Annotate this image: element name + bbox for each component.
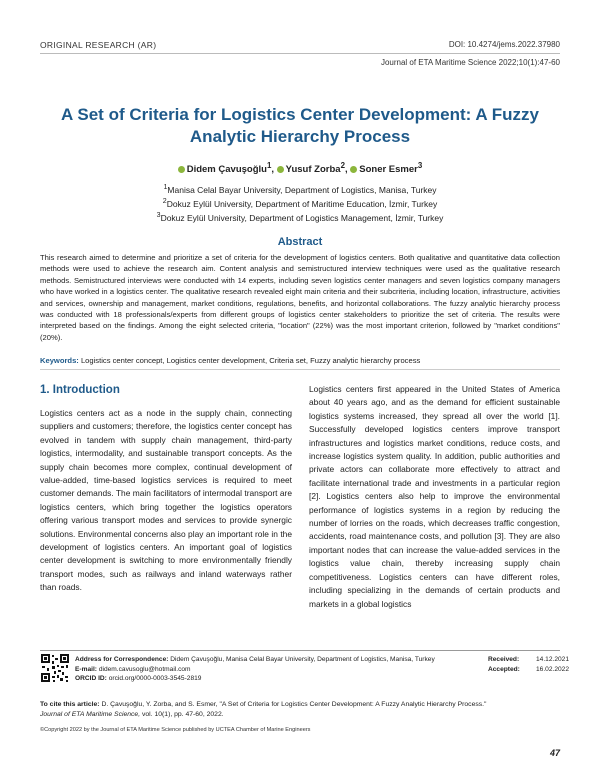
orcid-link[interactable]: orcid.org/0000-0003-3545-2819 (108, 675, 202, 682)
affiliation: $^2$Dokuz Eylül University, Department of Maritime Education, İzmir, Turkey (162, 197, 438, 209)
keywords: Keywords: Logistics center concept, Logistics center development, Criteria set, Fuzzy analytic hierarchy process (40, 356, 421, 365)
correspondence: Address for Correspondence: Didem Çavuşoğlu, Manisa Celal Bayar University, Department of Logistics, Manisa, Turkey E-mail: didem.cavusoglu@hotmail.com ORCID ID: orcid.org/0000-0003-3545-2819 (75, 656, 435, 682)
orcid-icon[interactable] (277, 166, 284, 173)
author[interactable]: Yusuf Zorba$^2$, (277, 164, 351, 175)
section-heading: 1. Introduction (40, 384, 120, 396)
page-number: 47 (549, 748, 560, 758)
email-link[interactable]: didem.cavusoglu@hotmail.com (98, 665, 191, 673)
abstract-heading: Abstract (277, 236, 323, 248)
orcid-icon[interactable] (178, 166, 185, 173)
citation: To cite this article: D. Çavuşoğlu, Y. Zorba, and S. Esmer, "A Set of Criteria for Logistics Center Development: A Fuzzy Analytic Hierarchy Process." Journal of ETA Maritime Science, vol. 10(1), pp. 47-60, 2022. (40, 701, 487, 718)
affiliation: $^1$Manisa Celal Bayar University, Department of Logistics, Manisa, Turkey (163, 183, 437, 195)
body-column-left: Logistics centers act as a node in the supply chain, connecting suppliers and customers; therefore, the logistics center concept has evolved in tandem with supply chain management, third-party logistics, intermodality, and sustainable transport concepts. As the supply chain becomes more complex, continual development of value-added, time-based logistics services is required to meet customer demands. The main facilitators of intermodal transport are logistics centers, which bring together the logistics operators offering various transport modes and services to provide synergic solutions. Environmental concerns also play an important role in the development of logistics centers. An important goal of logistics center development is switching to more environmentally friendly transport modes, such as railways and inland waterways rather than roads. (40, 408, 292, 593)
author-list (40, 161, 560, 175)
article-title: A Set of Criteria for Logistics Center Development: A Fuzzy Analytic Hierarchy Process (61, 105, 539, 146)
body-column-right: Logistics centers first appeared in the United States of America about 40 years ago, and as the demand for efficient sustainable logistics systems increased, they spread all over the world [1]. Successfully developed logistics centers improve transport infrastructures and logistics market conditions, reduce costs, and increase logistics system quality. In addition, public authorities and private actors can collaborate more effectively to attract and facilitate international trade and investments in a particular region [2]. Logistics centers also help to improve the environmental performance of logistics systems in a region by reducing the number of lorries on the roads, which decreases traffic congestion, accidents, road maintenance costs, and pollution [3]. They are also important nodes that can increase the value-added services in the logistics value chain, thereby increasing supply chain competitiveness. Logistics centers can have different roles, including specializing in the demands of certain products and markets in a global logistics (309, 384, 560, 609)
orcid-icon[interactable] (350, 166, 357, 173)
author[interactable]: Soner Esmer$^3$ (350, 164, 422, 175)
footer-divider (40, 650, 560, 651)
header-divider (40, 53, 560, 54)
qr-code-icon[interactable] (40, 653, 70, 683)
doi[interactable]: DOI: 10.4274/jems.2022.37980 (448, 40, 560, 49)
abstract-text: This research aimed to determine and prioritize a set of criteria for the development of logistics centers. Both qualitative and quantitative data collection methods were used to achieve the research aim. Content analysis and semistructured interview techniques were used as the qualitative research methods. Semistructured interviews were conducted with 14 experts, including seven logistics center managers and seven logistics company managers who have worked in a logistics center. The qualitative research revealed eight main criteria and their subcriteria, including location, infrastructure, activities and services, ownership and management, market conditions, regulations, benefits, and horizontal collaborations. The fuzzy analytic hierarchy process was conducted with 18 professionals/experts from different groups of logistics center stakeholders to prioritize the set of criteria. The results were interpreted based on the findings. Among the eight selected criteria, "location" (22%) was the most important criterion, followed by "market conditions" (20%). (40, 253, 560, 342)
article-dates: Received: 14.12.2021 Accepted: 16.02.2022 (488, 656, 570, 673)
journal-citation: Journal of ETA Maritime Science 2022;10(1):47-60 (380, 58, 560, 67)
keywords-divider (40, 369, 560, 370)
section-label: ORIGINAL RESEARCH (AR) (40, 40, 157, 50)
affiliation: $^3$Dokuz Eylül University, Department of Logistics Management, İzmir, Turkey (156, 211, 444, 223)
copyright: ©Copyright 2022 by the Journal of ETA Maritime Science published by UCTEA Chamber of Marine Engineers (40, 727, 311, 733)
author[interactable]: Didem Çavuşoğlu$^1$, (178, 164, 277, 175)
